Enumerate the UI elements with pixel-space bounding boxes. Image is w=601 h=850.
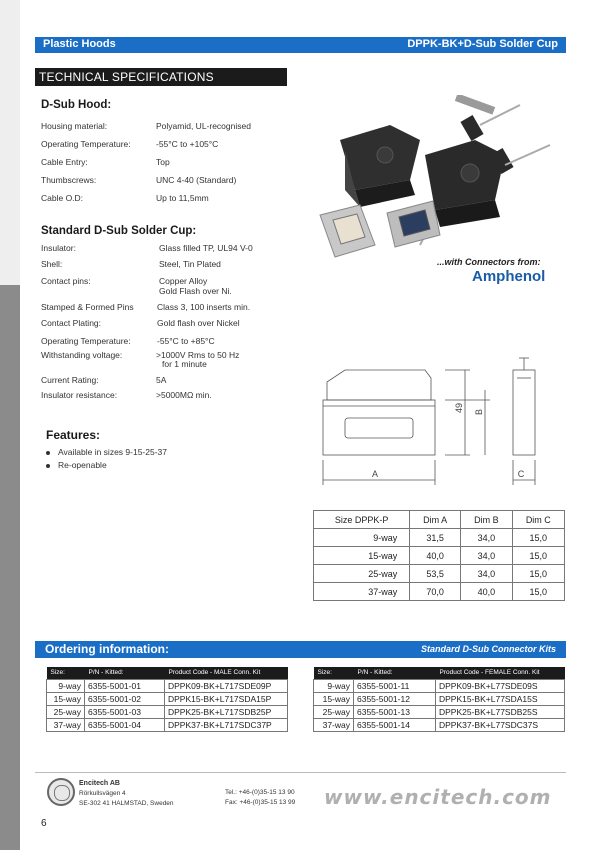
table-header-row <box>47 667 288 679</box>
dim-label-a: A <box>371 469 379 479</box>
company-seal-icon <box>47 778 75 806</box>
spec-label: Thumbscrews: <box>41 175 97 185</box>
table-header: Product Code - MALE Conn. Kit <box>165 667 288 679</box>
table-cell: DPPK15-BK+L77SDA15S <box>436 692 565 705</box>
table-cell: 9-way <box>314 529 410 547</box>
spec-value: Class 3, 100 inserts min. <box>157 302 251 312</box>
male-connector <box>387 201 440 247</box>
table-cell: 6355-5001-11 <box>354 679 436 692</box>
table-row <box>47 692 288 705</box>
table-cell: 6355-5001-01 <box>85 679 165 692</box>
table-row <box>314 565 565 583</box>
table-header: Dim B <box>461 511 513 529</box>
spec-label: Withstanding voltage: <box>41 350 123 360</box>
product-photo <box>315 95 565 260</box>
spec-value: Copper Alloy <box>159 276 208 286</box>
table-cell: 34,0 <box>461 547 513 565</box>
table-row <box>47 705 288 718</box>
spec-label: Insulator resistance: <box>41 390 118 400</box>
table-cell: 25-way <box>47 705 85 718</box>
spec-label: Cable O.D: <box>41 193 84 203</box>
spec-value: Steel, Tin Plated <box>159 259 221 269</box>
table-row <box>47 718 288 731</box>
table-cell: DPPK09-BK+L717SDE09P <box>165 679 288 692</box>
ordering-title: Ordering information: <box>45 642 169 656</box>
table-cell: 40,0 <box>461 583 513 601</box>
table-cell: 15-way <box>314 547 410 565</box>
company-name: Encitech AB <box>79 780 120 787</box>
table-cell: 53,5 <box>410 565 461 583</box>
table-cell: 25-way <box>314 705 354 718</box>
table-cell: 9-way <box>314 679 354 692</box>
spec-label: Cable Entry: <box>41 157 88 167</box>
spec-value: >1000V Rms to 50 Hz <box>156 350 240 360</box>
hood-illustration <box>340 125 420 207</box>
spec-value: Top <box>156 157 170 167</box>
bullet-icon <box>46 464 50 468</box>
side-stripe-dark <box>0 285 20 850</box>
table-header-row <box>314 511 565 529</box>
spec-value: Gold flash over Nickel <box>157 318 240 328</box>
table-cell: 15,0 <box>512 547 564 565</box>
tech-spec-title: TECHNICAL SPECIFICATIONS <box>39 70 214 84</box>
hood-illustration <box>425 140 505 227</box>
table-cell: 15-way <box>47 692 85 705</box>
dimension-drawing <box>305 350 570 490</box>
table-row <box>314 705 565 718</box>
table-header: Size: <box>314 667 354 679</box>
website-link[interactable]: www.encitech.com <box>324 785 552 809</box>
table-cell: 34,0 <box>461 529 513 547</box>
table-cell: 15-way <box>314 692 354 705</box>
table-header: Dim C <box>512 511 564 529</box>
dim-label-c: C <box>517 469 525 479</box>
spec-label: Operating Temperature: <box>41 336 131 346</box>
side-stripe <box>0 0 20 850</box>
spec-label: Housing material: <box>41 121 108 131</box>
table-cell: DPPK09-BK+L77SDE09S <box>436 679 565 692</box>
company-address <box>79 779 174 809</box>
spec-label: Shell: <box>41 259 63 269</box>
dim-label-b: B <box>474 408 484 416</box>
table-cell: 70,0 <box>410 583 461 601</box>
feature-text: Available in sizes 9-15-25-37 <box>58 447 167 457</box>
table-row <box>314 718 565 731</box>
tech-spec-banner <box>35 68 287 86</box>
connectors-caption: ...with Connectors from: <box>437 257 541 267</box>
side-stripe-light <box>0 0 20 285</box>
table-cell: 37-way <box>314 583 410 601</box>
table-cell: 15,0 <box>512 583 564 601</box>
ordering-subtitle: Standard D-Sub Connector Kits <box>420 644 556 654</box>
brand-logo-text: Amphenol <box>472 268 546 285</box>
footer-divider <box>35 772 566 773</box>
spec-label: Insulator: <box>41 243 76 253</box>
female-connector <box>320 205 375 257</box>
table-header: P/N - Kitted: <box>85 667 165 679</box>
table-row <box>314 529 565 547</box>
table-header: Size: <box>47 667 85 679</box>
spec-value: -55°C to +105°C <box>156 139 219 149</box>
ordering-bar <box>35 641 566 658</box>
solder-cup-title: Standard D-Sub Solder Cup: <box>41 225 197 237</box>
spec-label: Operating Temperature: <box>41 139 131 149</box>
table-row <box>314 583 565 601</box>
spec-value: 5A <box>156 375 167 385</box>
table-cell: 34,0 <box>461 565 513 583</box>
table-cell: 15,0 <box>512 565 564 583</box>
spec-value: UNC 4-40 (Standard) <box>156 175 237 185</box>
table-cell: 40,0 <box>410 547 461 565</box>
feature-item <box>46 460 107 470</box>
table-cell: 37-way <box>314 718 354 731</box>
table-header-row <box>314 667 565 679</box>
header-bar <box>35 37 566 53</box>
hood-title: D-Sub Hood: <box>41 99 112 111</box>
table-cell: DPPK37-BK+L77SDC37S <box>436 718 565 731</box>
table-header: Dim A <box>410 511 461 529</box>
table-header: Product Code - FEMALE Conn. Kit <box>436 667 565 679</box>
spec-value: Up to 11,5mm <box>156 193 209 203</box>
table-cell: 6355-5001-13 <box>354 705 436 718</box>
table-row <box>314 692 565 705</box>
table-cell: 31,5 <box>410 529 461 547</box>
table-cell: 6355-5001-02 <box>85 692 165 705</box>
table-row <box>47 679 288 692</box>
female-kit-table <box>313 667 565 732</box>
table-cell: DPPK15-BK+L717SDA15P <box>165 692 288 705</box>
dim-label-49: 49 <box>454 402 464 414</box>
table-cell: DPPK25-BK+L77SDB25S <box>436 705 565 718</box>
city: SE-302 41 HALMSTAD, Sweden <box>79 800 174 807</box>
spec-value-cont: for 1 minute <box>162 359 207 369</box>
fax: Fax: +46-(0)35-15 13 99 <box>225 799 296 806</box>
header-category: Plastic Hoods <box>43 38 116 50</box>
spec-label: Contact Plating: <box>41 318 102 328</box>
page-number: 6 <box>41 818 47 829</box>
male-kit-table <box>46 667 288 732</box>
spec-label: Current Rating: <box>41 375 99 385</box>
table-cell: 6355-5001-04 <box>85 718 165 731</box>
company-contact <box>225 788 295 808</box>
table-row <box>314 679 565 692</box>
bullet-icon <box>46 451 50 455</box>
table-cell: 6355-5001-14 <box>354 718 436 731</box>
spec-label: Contact pins: <box>41 276 91 286</box>
street: Rörkullsvägen 4 <box>79 790 126 797</box>
table-cell: 15,0 <box>512 529 564 547</box>
dimension-table <box>313 510 565 601</box>
feature-item <box>46 447 167 457</box>
table-cell: 6355-5001-12 <box>354 692 436 705</box>
feature-text: Re-openable <box>58 460 107 470</box>
table-header: Size DPPK-P <box>314 511 410 529</box>
table-header: P/N - Kitted: <box>354 667 436 679</box>
spec-value: -55°C to +85°C <box>157 336 215 346</box>
phone: Tel.: +46-(0)35-15 13 90 <box>225 789 295 796</box>
header-product: DPPK-BK+D-Sub Solder Cup <box>407 38 558 50</box>
table-cell: 25-way <box>314 565 410 583</box>
table-row <box>314 547 565 565</box>
spec-value: Glass filled TP, UL94 V-0 <box>159 243 253 253</box>
table-cell: 37-way <box>47 718 85 731</box>
spec-value: >5000MΩ min. <box>156 390 212 400</box>
table-cell: DPPK25-BK+L717SDB25P <box>165 705 288 718</box>
table-cell: DPPK37-BK+L717SDC37P <box>165 718 288 731</box>
spec-value-cont: Gold Flash over Ni. <box>159 286 232 296</box>
spec-value: Polyamid, UL-recognised <box>156 121 251 131</box>
features-title: Features: <box>46 428 101 442</box>
table-cell: 6355-5001-03 <box>85 705 165 718</box>
table-cell: 9-way <box>47 679 85 692</box>
spec-label: Stamped & Formed Pins <box>41 302 134 312</box>
